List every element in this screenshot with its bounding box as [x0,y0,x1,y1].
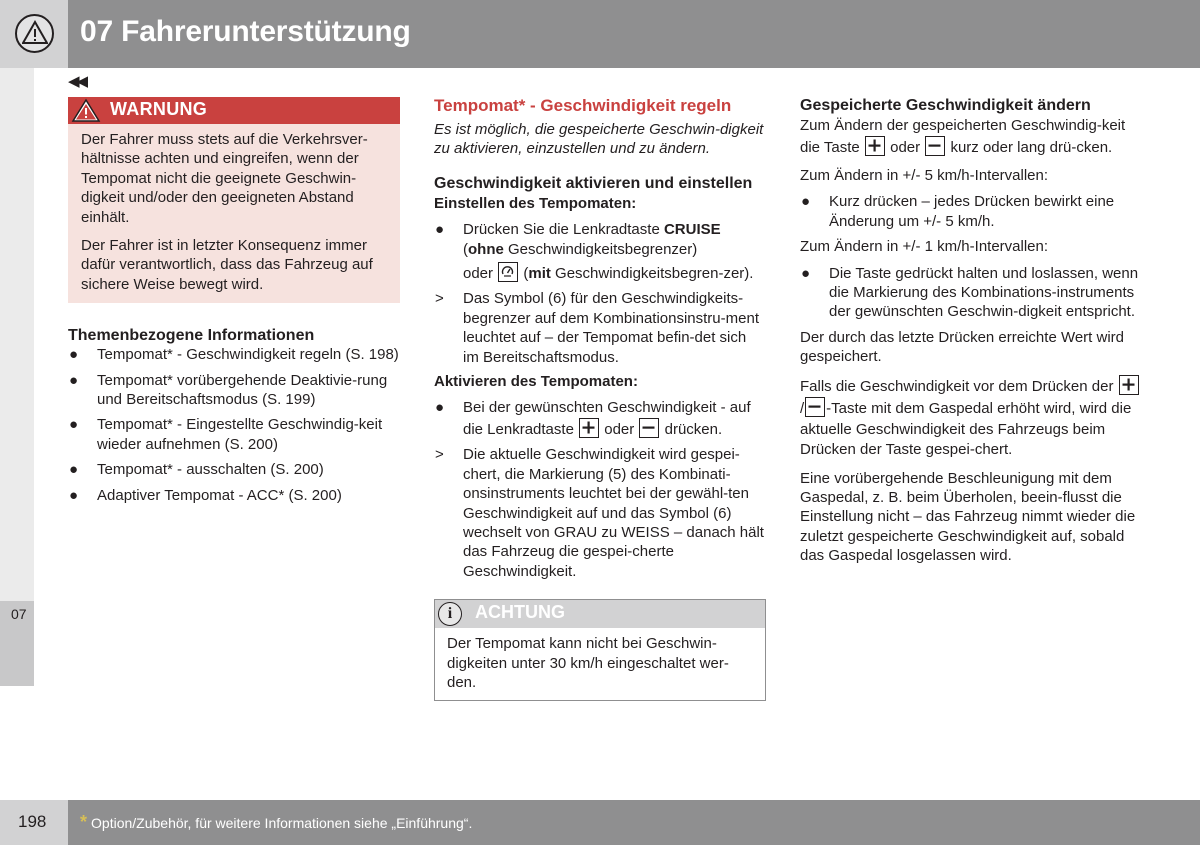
overtake-text: Eine vorübergehende Beschleunigung mit dem Gaspedal, z. B. beim Überholen, beein-flusst die Einstellung nicht – das Fahrzeug nimmt wieder die zuletzt gespeicherte Geschwindigkeit auf, sobald das Gaspedal losgelassen wird. [800,469,1136,565]
column-middle [434,96,766,701]
notice-body: Der Tempomat kann nicht bei Geschwin-digkeiten unter 30 km/h eingeschaltet wer-den. [447,635,729,691]
interval-1-list [800,264,1140,322]
related-list [68,345,400,505]
minus-key-icon [925,136,945,156]
set-steps [434,220,766,367]
header-icon-box [0,0,68,68]
back-arrows-icon[interactable]: ◀◀ [68,73,86,90]
related-link[interactable]: ● Tempomat* - Geschwindigkeit regeln (S. 198) [69,346,399,364]
plus-key-icon [579,418,599,438]
plus-key-icon [1119,375,1139,395]
warning-triangle-icon [71,98,101,123]
column-right [800,96,1140,566]
plus-key-icon [865,136,885,156]
interval-5-text: Zum Ändern in +/- 5 km/h-Intervallen: [800,167,1049,184]
warning-triangle-icon [15,14,54,53]
related-link[interactable]: ● Tempomat* - ausschalten (S. 200) [69,461,324,479]
related-link[interactable]: ● Tempomat* vorübergehende Deaktivie-rung und Bereitschaftsmodus (S. 199) [69,371,388,409]
notice-box [434,599,766,701]
activate-steps [434,398,766,581]
warning-text-1: Der Fahrer muss stets auf die Verkehrsver-hältnisse achten und eingreifen, wenn der Tempomat nicht die geeignete Geschwin-digkeit und/oder den geeigneten Abstand einhält. [81,131,368,226]
notice-title: ACHTUNG [475,602,565,623]
activate-heading: Geschwindigkeit aktivieren und einstellen [434,174,753,192]
change-speed-heading: Gespeicherte Geschwindigkeit ändern [800,97,1091,114]
warning-body [68,124,400,303]
step-result: > Die aktuelle Geschwindigkeit wird gespei-chert, die Markierung (5) des Kombinati-onsinstruments leuchtet bei der gewähl-ten Geschwindigkeit auf und das Symbol (6) wechselt von GRAU zu WEISS – danach hält das Fahrzeug die gespei-cherte Geschwindigkeit. [435,446,764,580]
warning-box [68,97,400,303]
stored-value-text: Der durch das letzte Drücken erreichte Wert wird gespeichert. [800,328,1125,366]
related-link[interactable]: ● Tempomat* - Eingestellte Geschwindig-keit wieder aufnehmen (S. 200) [69,416,383,453]
step-bullet: ● Die Taste gedrückt halten und loslassen, wenn die Markierung des Kombinations-instruments der gewünschten Geschwin-digkeit entspricht. [801,264,1139,321]
interval-5-list [800,192,1140,231]
step-bullet: ● Kurz drücken – jedes Drücken bewirkt eine Änderung um +/- 5 km/h. [801,193,1115,230]
step-result: > Das Symbol (6) für den Geschwindigkeits-begrenzer auf dem Kombinationsinstru-ment leuchtet auf – der Tempomat befin-det sich im Bereitschaftsmodus. [435,290,759,366]
notice-header [435,600,765,628]
interval-1-text: Zum Ändern in +/- 1 km/h-Intervallen: [800,238,1049,256]
related-heading: Themenbezogene Informationen [68,327,315,345]
step-bullet: ● Drücken Sie die Lenkradtaste CRUISE (ohne Geschwindigkeitsbegrenzer) oder (mit Geschwindigkeitsbegren-zer). [435,221,754,283]
minus-key-icon [639,418,659,438]
info-icon: i [438,602,462,626]
star-marker: * [80,812,88,832]
footnote: * Option/Zubehör, für weitere Informationen siehe „Einführung“. [80,812,473,832]
minus-key-icon [805,397,825,417]
warning-title: WARNUNG [110,99,208,119]
accelerator-text: Falls die Geschwindigkeit vor dem Drücken der / -Taste mit dem Gaspedal erhöht wird, wird die aktuelle Geschwindigkeit des Fahrzeugs beim Drücken der Taste gespei-chert. [800,375,1140,461]
step-bullet: ● Bei der gewünschten Geschwindigkeit - auf die Lenkradtaste oder drücken. [435,399,751,438]
change-speed-text: Zum Ändern der gespeicherten Geschwindig-keit die Taste oder kurz oder lang drü-cken. [800,117,1126,156]
speed-limiter-key-icon [498,262,518,282]
warning-header [68,97,400,124]
section-title: Tempomat* - Geschwindigkeit regeln [434,96,732,115]
page-number: 198 [18,812,47,831]
warning-text-2: Der Fahrer ist in letzter Konsequenz immer dafür verantwortlich, dass das Fahrzeug auf sichere Weise bewegt wird. [81,237,373,293]
side-strip [0,68,34,686]
related-link[interactable]: ● Adaptiver Tempomat - ACC* (S. 200) [69,486,342,504]
set-heading: Einstellen des Tempomaten: [434,194,637,212]
intro-text: Es ist möglich, die gespeicherte Geschwin-digkeit zu aktivieren, einzustellen und zu ändern. [434,121,764,158]
column-left [68,97,400,511]
activate-steps-heading: Aktivieren des Tempomaten: [434,373,638,391]
chapter-tab-number: 07 [11,606,27,622]
page-title: 07 Fahrerunterstützung [80,15,411,48]
